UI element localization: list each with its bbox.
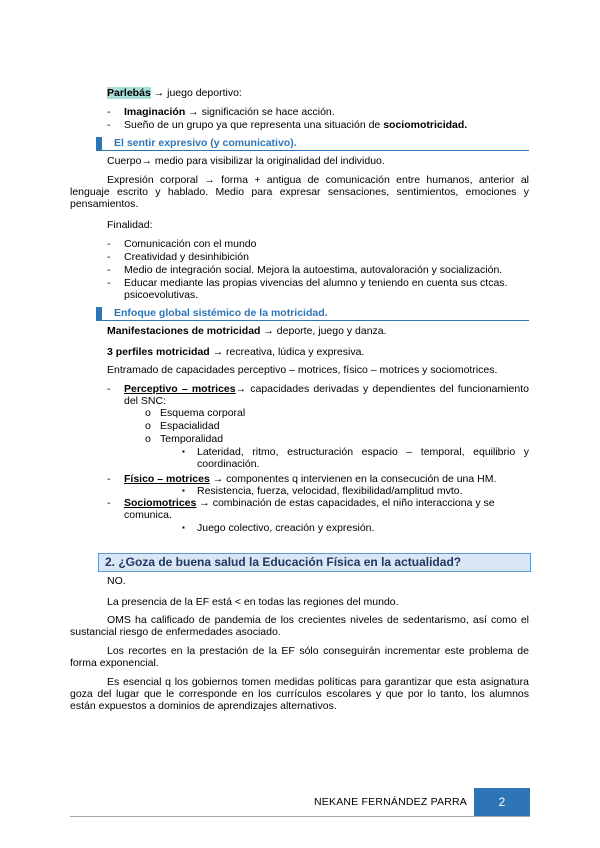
sociomotrices-desc: → combinación de estas capacidades, el niño interacciona y se comunica.	[124, 497, 495, 522]
circle-bullet: o	[145, 433, 151, 445]
square-bullet: ▪	[182, 447, 185, 456]
section-heading-enfoque	[96, 307, 529, 321]
sociomotrices-subitem: Juego colectivo, creación y expresión.	[197, 522, 375, 534]
square-bullet: ▪	[182, 523, 185, 532]
finalidad-item: Creatividad y desinhibición	[124, 251, 249, 263]
perfiles-line	[107, 346, 364, 358]
sueno-text: Sueño de un grupo ya que representa una situación de	[124, 119, 384, 131]
sociomotrices-term: Sociomotrices	[124, 497, 197, 509]
parlebas-line	[107, 87, 565, 99]
recortes-paragraph: Los recortes en la prestación de la EF sólo conseguirán incrementar este problema de forma exponencial.	[70, 645, 529, 670]
manifestaciones-desc: → deporte, juego y danza.	[260, 325, 387, 337]
circle-bullet: o	[145, 407, 151, 419]
list-dash: -	[107, 119, 111, 131]
square-bullet: ▪	[182, 486, 185, 495]
list-dash: -	[107, 277, 111, 289]
esencial-paragraph: Es esencial q los gobiernos tomen medidas políticas para garantizar que esta asignatura goza del lugar que le corresponde en los currículos escolares y que por lo tanto, los alumnos están expuestos a dominios de aprendizajes alternativos.	[70, 676, 529, 713]
expresion-paragraph: Expresión corporal → forma + antigua de comunicación entre humanos, anterior al lenguaje escrito y hablado. Medio para expresar sensaciones, sentimientos, emociones y pensamientos.	[70, 174, 529, 211]
imaginacion-desc: → significación se hace acción.	[185, 106, 335, 118]
imaginacion-term: Imaginación	[124, 106, 186, 118]
section-marker	[96, 307, 102, 320]
list-dash: -	[107, 473, 111, 485]
list-dash: -	[107, 264, 111, 276]
finalidad-item: Medio de integración social. Mejora la autoestima, autovaloración y socialización.	[124, 264, 503, 276]
fisico-desc: → componentes q intervienen en la consecución de una HM.	[209, 473, 497, 485]
circle-bullet: o	[145, 420, 151, 432]
list-dash: -	[107, 238, 111, 250]
footer-author: NEKANE FERNÁNDEZ PARRA	[314, 796, 467, 808]
temporalidad-subitem: Lateridad, ritmo, estructuración espacio – temporal, equilibrio y coordinación.	[197, 446, 529, 471]
fisico-subitem: Resistencia, fuerza, velocidad, flexibilidad/amplitud mvto.	[197, 485, 463, 497]
section-marker	[96, 137, 102, 150]
question-heading-text: 2. ¿Goza de buena salud la Educación Física en la actualidad?	[105, 555, 462, 569]
list-item-imaginacion	[124, 106, 335, 118]
finalidad-item: Educar mediante las propias vivencias del alumno y teniendo en cuenta sus ctcas. psicoevolutivas.	[124, 277, 508, 302]
manifestaciones-term: Manifestaciones de motricidad	[107, 325, 261, 337]
list-dash: -	[107, 106, 111, 118]
oms-paragraph: OMS ha calificado de pandemia de los crecientes niveles de sedentarismo, así como el sustancial riesgo de enfermedades asociado.	[70, 614, 529, 639]
perceptivo-term: Perceptivo – motrices	[124, 383, 236, 395]
perceptivo-desc: → capacidades derivadas y dependientes del funcionamiento del SNC:	[124, 383, 529, 408]
finalidad-label: Finalidad:	[107, 219, 153, 231]
page-number: 2	[474, 788, 530, 816]
parlebas-term: Parlebás	[107, 87, 151, 99]
perceptivo-item	[124, 383, 529, 407]
sociomotricidad-term: sociomotricidad.	[383, 119, 468, 131]
list-dash: -	[107, 497, 111, 509]
entramado-line: Entramado de capacidades perceptivo – motrices, físico – motrices y sociomotrices.	[107, 364, 498, 376]
perceptivo-subitem: Espacialidad	[160, 420, 220, 432]
presencia-paragraph: La presencia de la EF está < en todas las regiones del mundo.	[107, 596, 399, 608]
section-title: El sentir expresivo (y comunicativo).	[114, 137, 297, 149]
list-dash: -	[107, 251, 111, 263]
finalidad-item: Comunicación con el mundo	[124, 238, 257, 250]
list-dash: -	[107, 383, 111, 395]
footer-divider	[70, 816, 530, 817]
perceptivo-subitem: Esquema corporal	[160, 407, 246, 419]
parlebas-desc: → juego deportivo:	[150, 87, 242, 99]
fisico-item	[124, 473, 496, 485]
perceptivo-subitem: Temporalidad	[160, 433, 224, 445]
list-item-sueno	[124, 119, 467, 131]
section-title: Enfoque global sistémico de la motricidad.	[114, 307, 328, 319]
answer-no: NO.	[107, 575, 126, 587]
manifestaciones-line	[107, 325, 387, 337]
section-heading-sentir	[96, 137, 529, 151]
question-heading	[98, 553, 531, 572]
fisico-term: Físico – motrices	[124, 473, 210, 485]
perfiles-term: 3 perfiles motricidad	[107, 346, 210, 358]
sociomotrices-item	[124, 497, 529, 521]
cuerpo-line: Cuerpo→ medio para visibilizar la originalidad del individuo.	[107, 155, 385, 167]
perfiles-desc: → recreativa, lúdica y expresiva.	[209, 346, 365, 358]
